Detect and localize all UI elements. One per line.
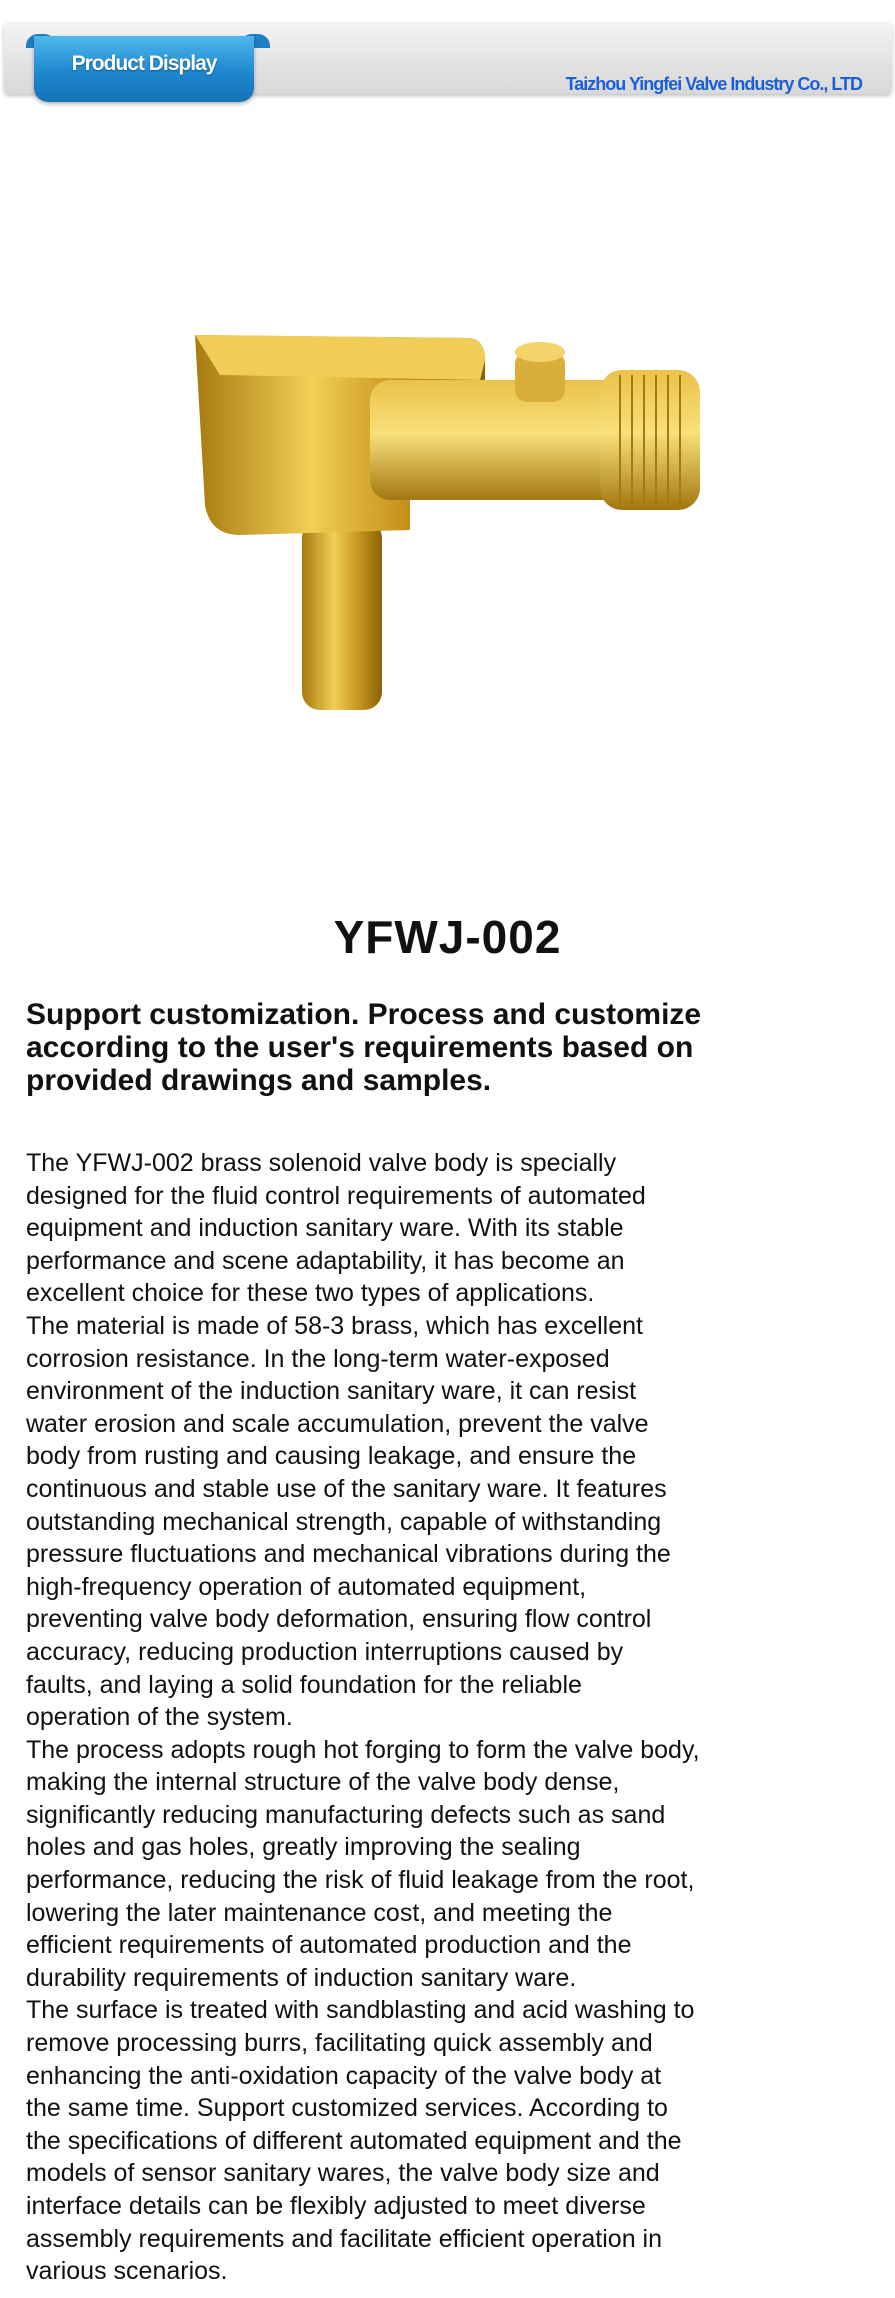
customization-headline [26, 998, 701, 1097]
description-line: lowering the later maintenance cost, and meeting the [26, 1898, 613, 1927]
description-line: significantly reducing manufacturing defects such as sand [26, 1800, 666, 1829]
description-line: excellent choice for these two types of applications. [26, 1279, 595, 1308]
description-line: durability requirements of induction sanitary ware. [26, 1963, 577, 1992]
description-line: accuracy, reducing production interruptions caused by [26, 1637, 624, 1666]
description-line: preventing valve body deformation, ensuring flow control [26, 1605, 652, 1634]
description-line: operation of the system. [26, 1703, 293, 1732]
description-line: interface details can be flexibly adjusted to meet diverse [26, 2192, 646, 2220]
description-line: enhancing the anti-oxidation capacity of the valve body at [26, 2061, 662, 2090]
description-line: The surface is treated with sandblasting and acid washing to [26, 1996, 695, 2025]
description-line: corrosion resistance. In the long-term water-exposed [26, 1344, 610, 1373]
description-line: performance and scene adaptability, it has become an [26, 1246, 625, 1275]
description-line: The process adopts rough hot forging to form the valve body, [26, 1735, 700, 1764]
description-line: pressure fluctuations and mechanical vibrations during the [26, 1540, 671, 1569]
description-line: equipment and induction sanitary ware. With its stable [26, 1214, 624, 1243]
headline-line: according to the user's requirements based on [26, 1031, 694, 1064]
description-line: water erosion and scale accumulation, prevent the valve [26, 1409, 649, 1438]
description-line: body from rusting and causing leakage, and ensure the [26, 1442, 637, 1471]
description-line: holes and gas holes, greatly improving the sealing [26, 1833, 581, 1862]
headline-line: Support customization. Process and customize [26, 998, 702, 1031]
headline-line: provided drawings and samples. [26, 1064, 492, 1097]
description-line: outstanding mechanical strength, capable of withstanding [26, 1507, 662, 1536]
description-line: The material is made of 58-3 brass, which has excellent [26, 1311, 643, 1340]
product-model-title: YFWJ-002 [333, 911, 562, 963]
description-line: continuous and stable use of the sanitary ware. It features [26, 1474, 667, 1503]
description-line: performance, reducing the risk of fluid leakage from the root, [26, 1866, 695, 1895]
product-description [26, 1147, 700, 2288]
brass-valve-body-image [180, 320, 710, 720]
description-line: faults, and laying a solid foundation for the reliable [26, 1670, 582, 1699]
description-line: the specifications of different automated equipment and the [26, 2126, 682, 2155]
product-display-banner [4, 22, 892, 94]
description-line: making the internal structure of the valve body dense, [26, 1768, 620, 1797]
section-label: Product Display [71, 52, 217, 75]
description-line: The YFWJ-002 brass solenoid valve body is specially [26, 1149, 617, 1177]
description-line: assembly requirements and facilitate efficient operation in [26, 2224, 662, 2253]
description-line: the same time. Support customized services. According to [26, 2094, 668, 2123]
description-line: environment of the induction sanitary ware, it can resist [26, 1377, 637, 1406]
description-line: efficient requirements of automated production and the [26, 1931, 632, 1960]
description-line: designed for the fluid control requirements of automated [26, 1181, 646, 1210]
description-line: various scenarios. [26, 2257, 228, 2286]
description-line: high-frequency operation of automated equipment, [26, 1572, 587, 1601]
description-line: models of sensor sanitary wares, the valve body size and [26, 2159, 660, 2188]
description-line: remove processing burrs, facilitating quick assembly and [26, 2029, 653, 2058]
company-name: Taizhou Yingfei Valve Industry Co., LTD [565, 74, 862, 94]
